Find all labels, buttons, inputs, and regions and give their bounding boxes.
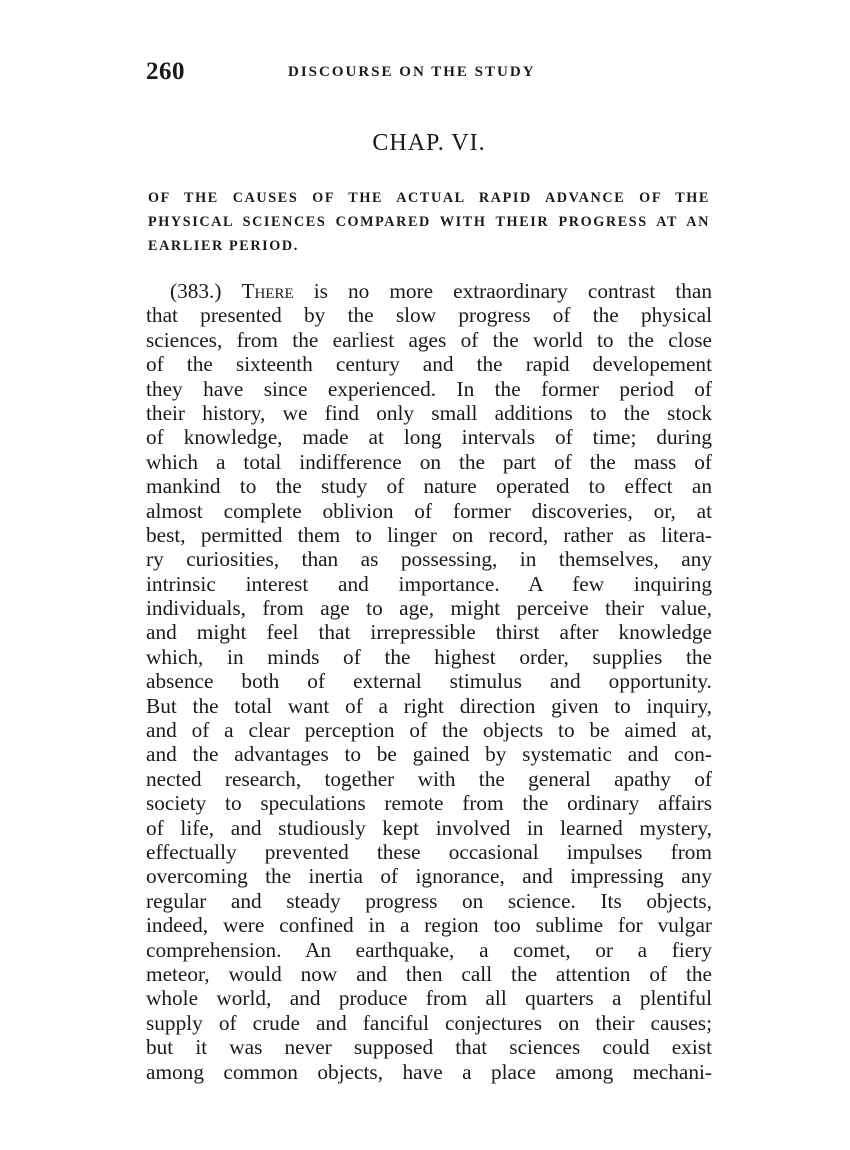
paragraph-line: nected research, together with the general apathy of: [146, 766, 712, 791]
paragraph-line: and of a clear perception of the objects to be aimed at,: [146, 718, 712, 743]
paragraph-line: they have since experienced. In the former period of: [146, 376, 712, 401]
paragraph-line: overcoming the inertia of ignorance, and impressing any: [146, 864, 712, 889]
paragraph-line: society to speculations remote from the ordinary affairs: [146, 791, 712, 816]
paragraph-line: But the total want of a right direction given to inquiry,: [146, 693, 712, 718]
paragraph-line: ry curiosities, than as possessing, in themselves, any: [146, 547, 712, 572]
paragraph-line: and the advantages to be gained by systematic and con-: [146, 742, 712, 767]
paragraph-line: whole world, and produce from all quarters a plentiful: [146, 986, 712, 1011]
paragraph-line: intrinsic interest and importance. A few inquiring: [146, 571, 712, 596]
paragraph-line: effectually prevented these occasional impulses from: [146, 839, 712, 864]
paragraph-line: supply of crude and fanciful conjectures on their causes;: [146, 1010, 712, 1035]
paragraph-line: of the sixteenth century and the rapid developement: [146, 352, 712, 377]
paragraph-line: which, in minds of the highest order, supplies the: [146, 644, 712, 669]
running-title: DISCOURSE ON THE STUDY: [288, 64, 536, 80]
paragraph-line: regular and steady progress on science. Its objects,: [146, 888, 712, 913]
paragraph-line: comprehension. An earthquake, a comet, or a fiery: [146, 937, 712, 962]
paragraph-line: of life, and studiously kept involved in learned mystery,: [146, 815, 712, 840]
body-paragraph: [146, 279, 712, 1084]
paragraph-line: which a total indifference on the part of the mass of: [146, 449, 712, 474]
paragraph-line: best, permitted them to linger on record, rather as litera-: [146, 522, 712, 547]
paragraph-line: their history, we find only small additions to the stock: [146, 400, 712, 425]
paragraph-line: sciences, from the earliest ages of the world to the close: [146, 327, 712, 352]
page-number: 260: [146, 58, 185, 85]
paragraph-line: among common objects, have a place among mechani-: [146, 1059, 712, 1084]
paragraph-line: of knowledge, made at long intervals of time; during: [146, 425, 712, 450]
chapter-title: CHAP. VI.: [372, 130, 486, 156]
paragraph-line: almost complete oblivion of former discoveries, or, at: [146, 498, 712, 523]
paragraph-line-text: is no more extraordinary contrast than: [313, 279, 712, 303]
running-head: [146, 58, 712, 92]
chapter-subtitle: OF THE CAUSES OF THE ACTUAL RAPID ADVANCE OF THE PHYSICAL SCIENCES COMPARED WITH THEIR PROGRESS AT AN EARLIER PERIOD.: [148, 190, 710, 254]
paragraph-line: individuals, from age to age, might perceive their value,: [146, 596, 712, 621]
paragraph-number: (383.): [170, 279, 222, 303]
paragraph-line: meteor, would now and then call the attention of the: [146, 961, 712, 986]
paragraph-line: mankind to the study of nature operated to effect an: [146, 474, 712, 499]
paragraph-line: but it was never supposed that sciences could exist: [146, 1035, 712, 1060]
paragraph-line: and might feel that irrepressible thirst after knowledge: [146, 620, 712, 645]
paragraph-line: indeed, were confined in a region too sublime for vulgar: [146, 913, 712, 938]
paragraph-line: that presented by the slow progress of the physical: [146, 303, 712, 328]
paragraph-lead-word: There: [241, 279, 294, 303]
paragraph-line: absence both of external stimulus and opportunity.: [146, 669, 712, 694]
paragraph-line: [146, 279, 712, 303]
